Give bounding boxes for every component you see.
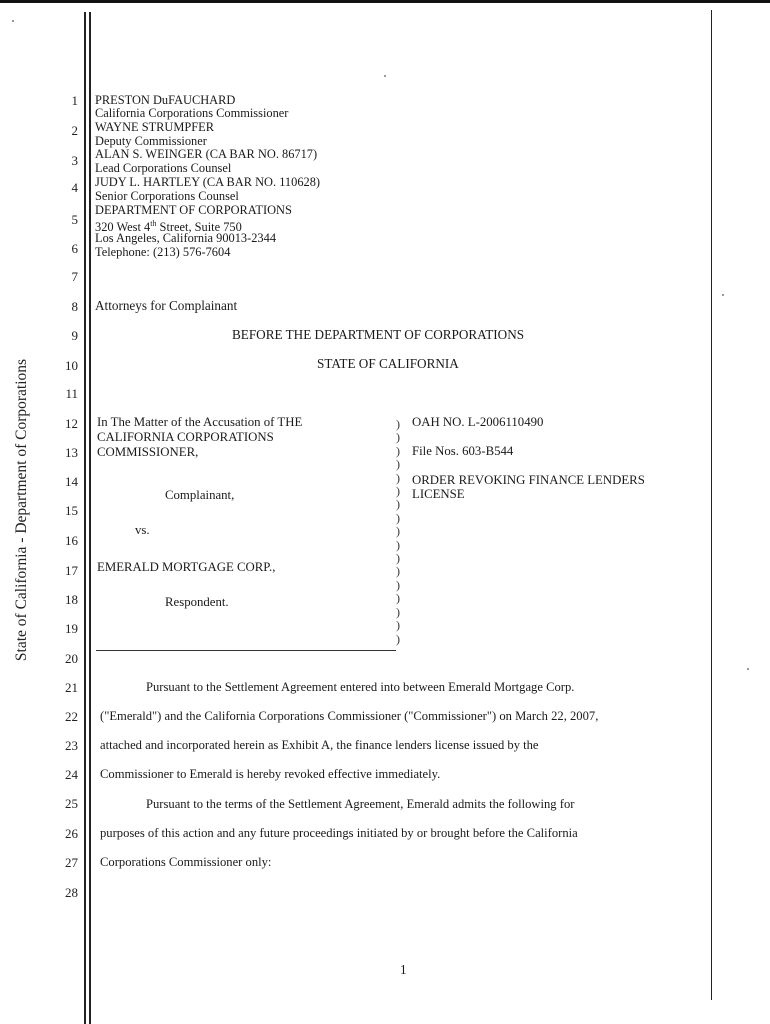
caption-respondent-name: EMERALD MORTGAGE CORP., bbox=[97, 560, 276, 574]
caption-vs: vs. bbox=[135, 523, 150, 537]
header-line: DEPARTMENT OF CORPORATIONS bbox=[95, 203, 292, 217]
line-number: 9 bbox=[71, 328, 78, 343]
header-address-line: 320 West 4th Street, Suite 750 bbox=[95, 219, 242, 235]
header-line: WAYNE STRUMPFER bbox=[95, 120, 214, 134]
caption-underline bbox=[96, 650, 396, 651]
line-number: 18 bbox=[65, 592, 78, 607]
scan-speck bbox=[722, 294, 724, 296]
line-number: 14 bbox=[65, 474, 78, 489]
line-number: 3 bbox=[71, 153, 78, 168]
caption-matter-line: In The Matter of the Accusation of THE bbox=[97, 415, 303, 429]
line-number: 24 bbox=[65, 767, 78, 782]
body-line: purposes of this action and any future proceedings initiated by or brought before the California bbox=[100, 826, 578, 840]
caption-respondent: Respondent. bbox=[165, 595, 229, 609]
line-number: 21 bbox=[65, 680, 78, 695]
scan-speck bbox=[384, 75, 386, 77]
body-line: Corporations Commissioner only: bbox=[100, 855, 272, 869]
header-line: PRESTON DuFAUCHARD bbox=[95, 93, 236, 107]
left-margin-rule-1 bbox=[84, 12, 86, 1024]
header-line: JUDY L. HARTLEY (CA BAR NO. 110628) bbox=[95, 175, 321, 189]
order-title-line: ORDER REVOKING FINANCE LENDERS bbox=[412, 473, 645, 487]
line-number: 5 bbox=[71, 212, 78, 227]
body-line: Pursuant to the terms of the Settlement Agreement, Emerald admits the following for bbox=[146, 797, 575, 811]
top-border bbox=[0, 0, 770, 3]
line-number: 27 bbox=[65, 855, 78, 870]
caption-matter-line: CALIFORNIA CORPORATIONS bbox=[97, 430, 274, 444]
line-number: 16 bbox=[65, 533, 78, 548]
line-number: 11 bbox=[65, 386, 78, 401]
file-numbers: File Nos. 603-B544 bbox=[412, 444, 514, 458]
line-number: 22 bbox=[65, 709, 78, 724]
oah-number: OAH NO. L-2006110490 bbox=[412, 415, 544, 429]
line-number: 23 bbox=[65, 738, 78, 753]
left-margin-rule-2 bbox=[89, 12, 91, 1024]
sidebar-agency-text: State of California - Department of Corporations bbox=[13, 358, 30, 662]
line-number: 13 bbox=[65, 445, 78, 460]
line-number: 20 bbox=[65, 651, 78, 666]
body-line: ("Emerald") and the California Corporations Commissioner ("Commissioner") on March 22, 2007, bbox=[100, 709, 599, 723]
body-line: Pursuant to the Settlement Agreement entered into between Emerald Mortgage Corp. bbox=[146, 680, 575, 694]
line-number: 26 bbox=[65, 826, 78, 841]
caption-complainant: Complainant, bbox=[165, 488, 235, 502]
scan-speck bbox=[747, 668, 749, 670]
line-number: 12 bbox=[65, 416, 78, 431]
header-line: Los Angeles, California 90013-2344 bbox=[95, 231, 277, 245]
line-number: 19 bbox=[65, 621, 78, 636]
order-title-line: LICENSE bbox=[412, 487, 465, 501]
line-number: 8 bbox=[71, 299, 78, 314]
line-number: 2 bbox=[71, 123, 78, 138]
court-title: BEFORE THE DEPARTMENT OF CORPORATIONS bbox=[232, 327, 525, 342]
caption-paren-column: ) ) ) ) ) ) ) ) ) ) ) ) ) ) ) ) ) bbox=[396, 417, 400, 646]
line-number: 4 bbox=[71, 180, 78, 195]
header-line: Deputy Commissioner bbox=[95, 134, 207, 148]
line-number: 1 bbox=[71, 93, 78, 108]
scan-speck bbox=[12, 20, 14, 22]
body-line: attached and incorporated herein as Exhibit A, the finance lenders license issued by the bbox=[100, 738, 539, 752]
court-state: STATE OF CALIFORNIA bbox=[317, 356, 459, 371]
header-line: Telephone: (213) 576-7604 bbox=[95, 245, 231, 259]
header-line: ALAN S. WEINGER (CA BAR NO. 86717) bbox=[95, 147, 318, 161]
right-margin-rule bbox=[711, 10, 712, 1000]
attorneys-for-line: Attorneys for Complainant bbox=[95, 298, 238, 313]
line-number: 17 bbox=[65, 563, 78, 578]
line-number: 10 bbox=[65, 358, 78, 373]
body-line: Commissioner to Emerald is hereby revoked effective immediately. bbox=[100, 767, 441, 781]
line-number: 25 bbox=[65, 796, 78, 811]
header-line: California Corporations Commissioner bbox=[95, 106, 289, 120]
header-line: Lead Corporations Counsel bbox=[95, 161, 232, 175]
line-number: 7 bbox=[71, 269, 78, 284]
header-line: Senior Corporations Counsel bbox=[95, 189, 239, 203]
line-number: 6 bbox=[71, 241, 78, 256]
caption-matter-line: COMMISSIONER, bbox=[97, 445, 199, 459]
line-number: 15 bbox=[65, 503, 78, 518]
line-number: 28 bbox=[65, 885, 78, 900]
page-number: 1 bbox=[400, 962, 407, 977]
